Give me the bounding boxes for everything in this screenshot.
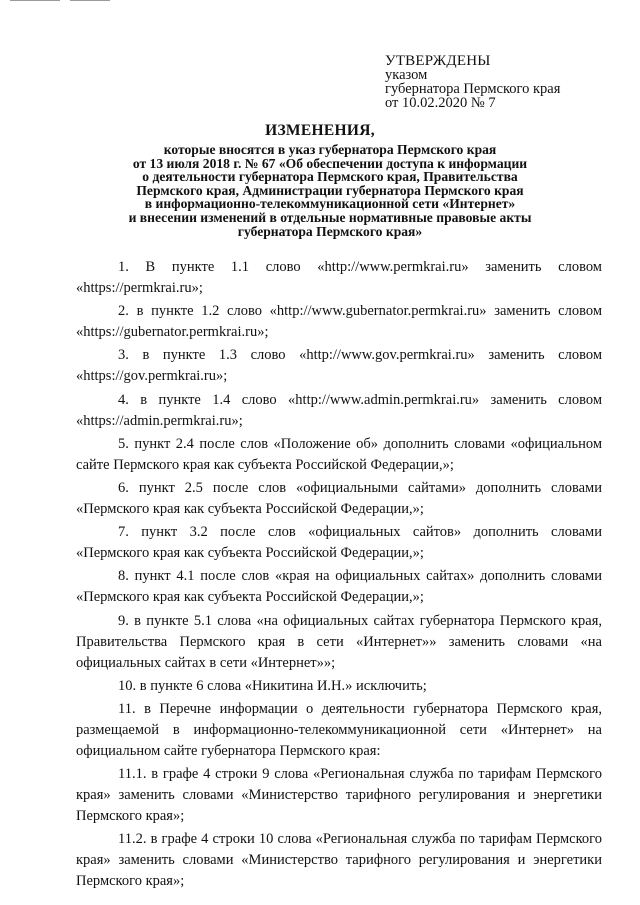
amendment-item: 11.2. в графе 4 строки 10 слова «Региональная служба по тарифам Пермского края» заменить словами «Министерство тарифного регулирования и энергетики Пермского края»; [76, 831, 602, 890]
amendment-item: 7. пункт 3.2 после слов «официальных сайтов» дополнить словами «Пермского края как субъекта Российской Федерации,»; [76, 524, 602, 562]
scan-edge-line [70, 0, 110, 1]
amendment-item: 5. пункт 2.4 после слов «Положение об» дополнить словами «официальном сайте Пермского края как субъекта Российской Федерации,»; [76, 435, 602, 473]
approval-heading: УТВЕРЖДЕНЫ [385, 53, 491, 69]
approval-line: указом [385, 67, 428, 83]
subtitle-line: и внесении изменений в отдельные нормативные правовые акты [128, 209, 532, 225]
scan-edge-line [10, 0, 60, 1]
subtitle-line: о деятельности губернатора Пермского края, Правительства [142, 169, 518, 185]
amendment-item: 10. в пункте 6 слова «Никитина И.Н.» исключить; [118, 677, 427, 694]
approval-date-line: от 10.02.2020 № 7 [385, 95, 496, 111]
amendment-item: 11.1. в графе 4 строки 9 слова «Региональная служба по тарифам Пермского края» заменить словами «Министерство тарифного регулирования и энергетики Пермского края»; [76, 766, 602, 825]
amendment-item: 8. пункт 4.1 после слов «края на официальных сайтах» дополнить словами «Пермского края как субъекта Российской Федерации,»; [76, 568, 602, 606]
amendment-item: 2. в пункте 1.2 слово «http://www.gubernator.permkrai.ru» заменить словом «https://gubernator.permkrai.ru»; [76, 303, 602, 341]
subtitle-line: в информационно-телекоммуникационной сети «Интернет» [144, 196, 516, 212]
subtitle-line: губернатора Пермского края» [237, 223, 423, 239]
amendment-list [76, 257, 602, 894]
approval-block [385, 54, 560, 110]
subtitle-line: от 13 июля 2018 г. № 67 «Об обеспечении доступа к информации [132, 155, 528, 171]
amendment-item: 3. в пункте 1.3 слово «http://www.gov.permkrai.ru» заменить словом «https://gov.permkrai.ru»; [76, 347, 602, 385]
document-title: ИЗМЕНЕНИЯ, [265, 122, 375, 139]
subtitle-line: Пермского края, Администрации губернатора Пермского края [136, 182, 524, 198]
amendment-item: 9. в пункте 5.1 слова «на официальных сайтах губернатора Пермского края, Правительства Пермского края в сети «Интернет»» заменить словами «на официальных сайтах в сети «Интернет»»; [76, 612, 602, 671]
approval-line: губернатора Пермского края [385, 81, 561, 97]
amendment-item: 4. в пункте 1.4 слово «http://www.admin.permkrai.ru» заменить словом «https://admin.permkrai.ru»; [76, 391, 602, 429]
amendment-item: 6. пункт 2.5 после слов «официальными сайтами» дополнить словами «Пермского края как субъекта Российской Федерации,»; [76, 479, 602, 517]
subtitle-line: которые вносятся в указ губернатора Пермского края [163, 142, 497, 157]
amendment-item: 11. в Перечне информации о деятельности губернатора Пермского края, размещаемой в информационно-телекоммуникационной сети «Интернет» на официальном сайте губернатора Пермского края: [76, 700, 602, 759]
document-subtitle [80, 143, 580, 238]
amendment-item: 1. В пункте 1.1 слово «http://www.permkrai.ru» заменить словом «https://permkrai.ru»; [76, 259, 602, 296]
